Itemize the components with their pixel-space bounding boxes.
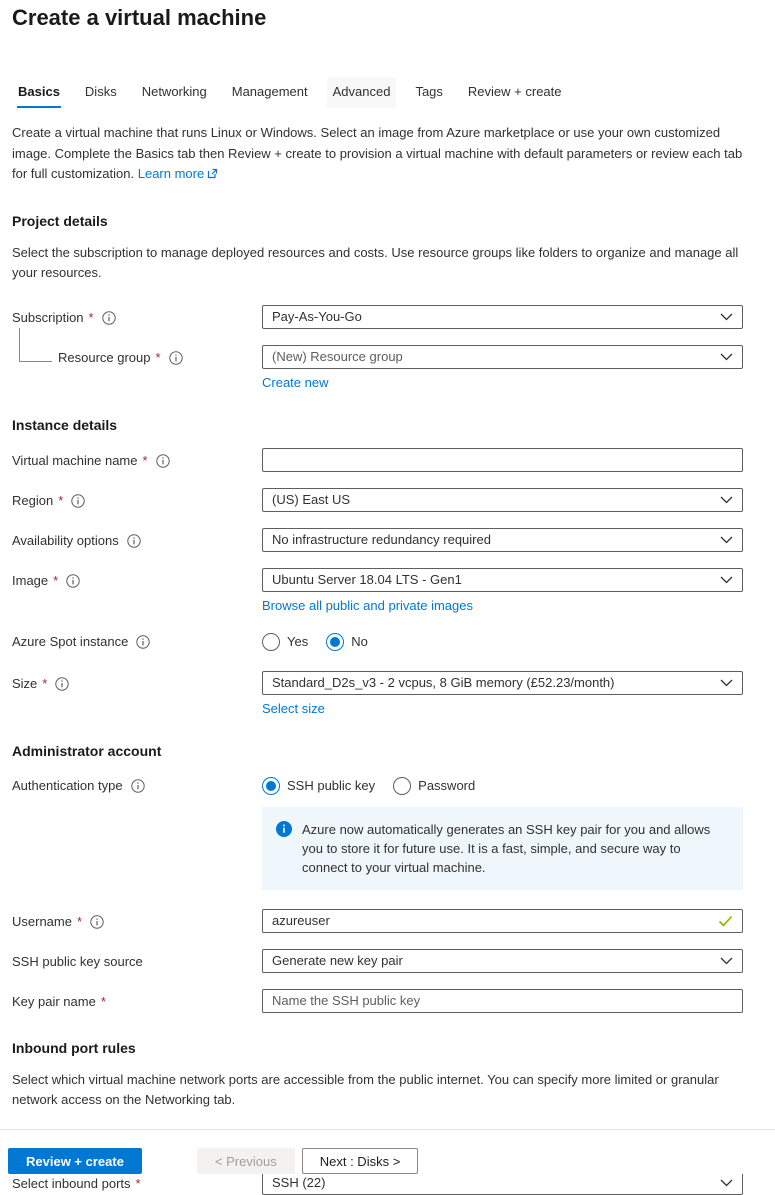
tab-tags[interactable]: Tags: [415, 84, 443, 99]
chevron-down-icon: [720, 313, 733, 321]
username-input[interactable]: [272, 913, 718, 928]
footer-bar: [0, 1129, 775, 1174]
project-details-description: Select the subscription to manage deployed resources and costs. Use resource groups like folders to organize and manage all your resources.: [12, 244, 739, 280]
key-pair-name-field-wrap: [262, 989, 743, 1013]
required-marker: *: [42, 675, 48, 691]
ssh-info-text: Azure now automatically generates an SSH key pair for you and allows you to store it for future use. It is a fast, simple, and secure way to connect to your virtual machine.: [302, 821, 711, 875]
browse-images-link[interactable]: Browse all public and private images: [262, 597, 473, 613]
info-filled-icon: [276, 821, 292, 877]
info-icon[interactable]: [71, 494, 85, 508]
next-disks-button[interactable]: Next : Disks >: [302, 1148, 419, 1174]
tab-management[interactable]: Management: [231, 84, 308, 99]
vm-name-field-wrap: [262, 448, 743, 472]
vm-name-row: [12, 448, 743, 472]
availability-options-label: Availability options: [12, 532, 119, 548]
availability-options-value: No infrastructure redundancy required: [272, 532, 491, 547]
username-row: [12, 909, 743, 933]
ssh-key-source-row: [12, 949, 743, 973]
tab-advanced[interactable]: Advanced: [327, 77, 397, 108]
image-label: Image: [12, 572, 49, 588]
region-label: Region: [12, 492, 54, 508]
select-inbound-ports-label: Select inbound ports: [12, 1175, 131, 1191]
availability-options-row: [12, 528, 743, 552]
azure-spot-yes-label: Yes: [287, 634, 309, 649]
select-inbound-ports-row: [12, 1171, 743, 1195]
key-pair-name-input[interactable]: [272, 993, 733, 1008]
azure-spot-label: Azure Spot instance: [12, 633, 129, 649]
auth-type-option-ssh[interactable]: [262, 777, 375, 795]
key-pair-name-row: [12, 989, 743, 1013]
tab-networking[interactable]: Networking: [141, 84, 207, 99]
auth-type-row: [12, 773, 743, 890]
subscription-row: [12, 305, 743, 329]
select-size-link[interactable]: Select size: [262, 700, 325, 716]
instance-details-heading: Instance details: [12, 416, 118, 433]
region-value: (US) East US: [272, 492, 351, 507]
azure-spot-radio-group: [262, 629, 743, 651]
chevron-down-icon: [720, 536, 733, 544]
inbound-port-rules-heading: Inbound port rules: [12, 1039, 136, 1056]
previous-button[interactable]: < Previous: [197, 1148, 295, 1174]
tab-bar: [12, 77, 743, 108]
required-marker: *: [100, 993, 106, 1009]
image-select[interactable]: [262, 568, 743, 592]
tab-disks[interactable]: Disks: [84, 84, 117, 99]
ssh-key-source-select[interactable]: [262, 949, 743, 973]
required-marker: *: [155, 349, 161, 365]
info-icon[interactable]: [136, 635, 150, 649]
resource-group-select[interactable]: [262, 345, 743, 369]
availability-options-select[interactable]: [262, 528, 743, 552]
inbound-port-rules-description: Select which virtual machine network ports are accessible from the public internet. You can specify more limited or granular network access on the Networking tab.: [12, 1071, 719, 1107]
valid-checkmark-icon: [718, 915, 733, 927]
size-select[interactable]: [262, 671, 743, 695]
subscription-select[interactable]: [262, 305, 743, 329]
resource-group-label: Resource group: [58, 349, 151, 365]
intro-paragraph: Create a virtual machine that runs Linux or Windows. Select an image from Azure marketplace or use your own customized image. Complete the Basics tab then Review + create to provision a virtual machine with default parameters or review each tab for full customization.: [12, 125, 743, 181]
auth-type-label: Authentication type: [12, 777, 123, 793]
ssh-info-box: [262, 807, 743, 890]
auth-type-password-label: Password: [418, 778, 476, 793]
vm-name-label: Virtual machine name: [12, 452, 138, 468]
info-icon[interactable]: [156, 454, 170, 468]
radio-unselected-icon: [262, 633, 280, 651]
auth-type-radio-group: [262, 773, 743, 795]
azure-spot-option-no[interactable]: [326, 633, 368, 651]
azure-spot-row: [12, 629, 743, 651]
tab-review-create[interactable]: Review + create: [467, 84, 562, 99]
chevron-down-icon: [720, 679, 733, 687]
subscription-label: Subscription: [12, 309, 84, 325]
region-row: [12, 488, 743, 512]
subscription-value: Pay-As-You-Go: [272, 309, 362, 324]
info-icon[interactable]: [127, 534, 141, 548]
ssh-key-source-value: Generate new key pair: [272, 953, 403, 968]
vm-name-input[interactable]: [272, 452, 733, 467]
tree-connector: [19, 328, 52, 362]
size-label: Size: [12, 675, 38, 691]
info-icon[interactable]: [102, 311, 116, 325]
chevron-down-icon: [720, 957, 733, 965]
project-details-heading: Project details: [12, 212, 108, 229]
image-row: [12, 568, 743, 613]
info-icon[interactable]: [169, 351, 183, 365]
administrator-account-heading: Administrator account: [12, 742, 162, 759]
region-select[interactable]: [262, 488, 743, 512]
chevron-down-icon: [720, 353, 733, 361]
chevron-down-icon: [720, 1179, 733, 1187]
learn-more-link[interactable]: Learn more: [137, 166, 205, 181]
intro-text: [12, 123, 743, 186]
auth-type-option-password[interactable]: [393, 777, 475, 795]
auth-type-ssh-label: SSH public key: [287, 778, 376, 793]
resource-group-value: (New) Resource group: [272, 349, 403, 364]
resource-group-row: [12, 345, 743, 390]
azure-spot-no-label: No: [351, 634, 368, 649]
external-link-icon: [207, 165, 218, 186]
size-row: [12, 671, 743, 716]
required-marker: *: [76, 913, 83, 929]
required-marker: *: [53, 572, 59, 588]
size-value: Standard_D2s_v3 - 2 vcpus, 8 GiB memory (£52.23/month): [272, 675, 615, 690]
create-vm-page: [0, 5, 775, 1195]
radio-unselected-icon: [393, 777, 411, 795]
required-marker: *: [135, 1175, 141, 1191]
review-create-button[interactable]: Review + create: [8, 1148, 142, 1174]
azure-spot-option-yes[interactable]: [262, 633, 308, 651]
radio-selected-icon: [262, 777, 280, 795]
ssh-key-source-label: SSH public key source: [12, 953, 143, 969]
radio-selected-icon: [326, 633, 344, 651]
info-icon[interactable]: [90, 915, 104, 929]
username-label: Username: [12, 913, 72, 929]
key-pair-name-label: Key pair name: [12, 993, 96, 1009]
chevron-down-icon: [720, 496, 733, 504]
tab-basics[interactable]: Basics: [12, 77, 66, 108]
info-icon[interactable]: [66, 574, 80, 588]
create-new-link[interactable]: Create new: [262, 374, 329, 390]
info-icon[interactable]: [131, 779, 145, 793]
image-value: Ubuntu Server 18.04 LTS - Gen1: [272, 572, 462, 587]
page-title: Create a virtual machine: [12, 5, 267, 30]
username-field-wrap: [262, 909, 743, 933]
required-marker: *: [58, 492, 64, 508]
required-marker: *: [142, 452, 148, 468]
select-inbound-ports-value: SSH (22): [272, 1175, 326, 1190]
select-inbound-ports-select[interactable]: [262, 1171, 743, 1195]
info-icon[interactable]: [55, 677, 69, 691]
chevron-down-icon: [720, 576, 733, 584]
required-marker: *: [88, 309, 94, 325]
